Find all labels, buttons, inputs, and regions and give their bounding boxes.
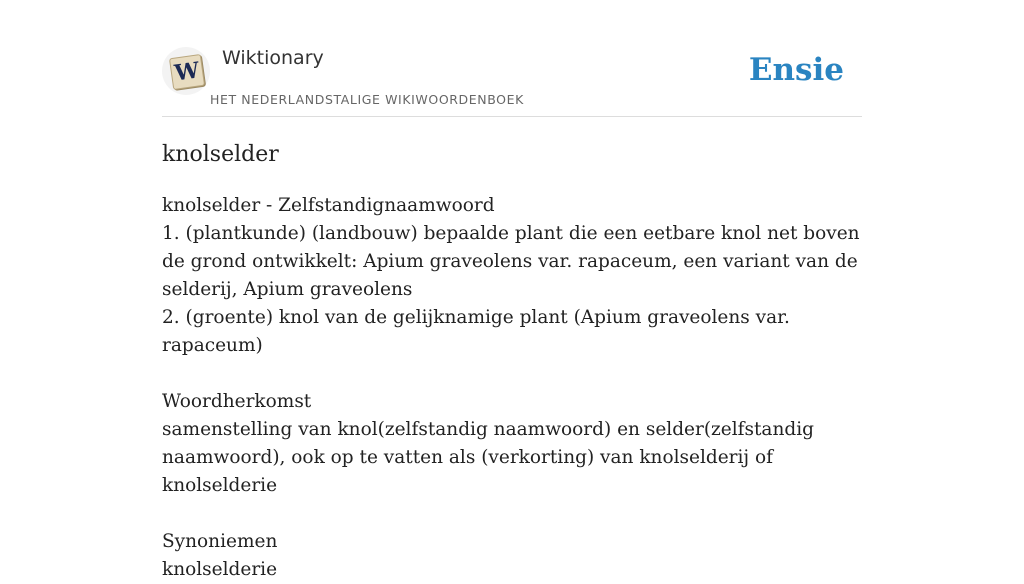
synonyms-heading: Synoniemen	[162, 531, 278, 552]
site-name-link[interactable]: Wiktionary	[222, 47, 324, 69]
ensie-brand-logo[interactable]: Ensie	[748, 52, 844, 88]
definition-2: 2. (groente) knol van de gelijknamige plant (Apium graveolens var. rapaceum)	[162, 307, 790, 356]
spacer	[162, 500, 862, 528]
part-of-speech-line: knolselder - Zelfstandignaamwoord	[162, 195, 495, 216]
spacer	[162, 360, 862, 388]
logo-tile	[169, 54, 205, 90]
wiktionary-logo-icon[interactable]	[162, 47, 210, 95]
synonyms-text: knolselderie	[162, 559, 278, 580]
definition-1: 1. (plantkunde) (landbouw) bepaalde plant die een eetbare knol net boven de grond ontwikkelt: Apium graveolens var. rapaceum, een variant van de selderij, Apium graveolens	[162, 223, 860, 300]
logo-letter: W	[172, 57, 202, 87]
site-tagline: HET NEDERLANDSTALIGE WIKIWOORDENBOEK	[210, 92, 524, 107]
etymology-text: samenstelling van knol(zelfstandig naamwoord) en selder(zelfstandig naamwoord), ook op te vatten als (verkorting) van knolselderij of knolselderie	[162, 419, 814, 496]
page-title: knolselder	[162, 142, 279, 167]
site-header	[162, 46, 862, 117]
entry-content	[162, 192, 862, 584]
etymology-heading: Woordherkomst	[162, 391, 312, 412]
